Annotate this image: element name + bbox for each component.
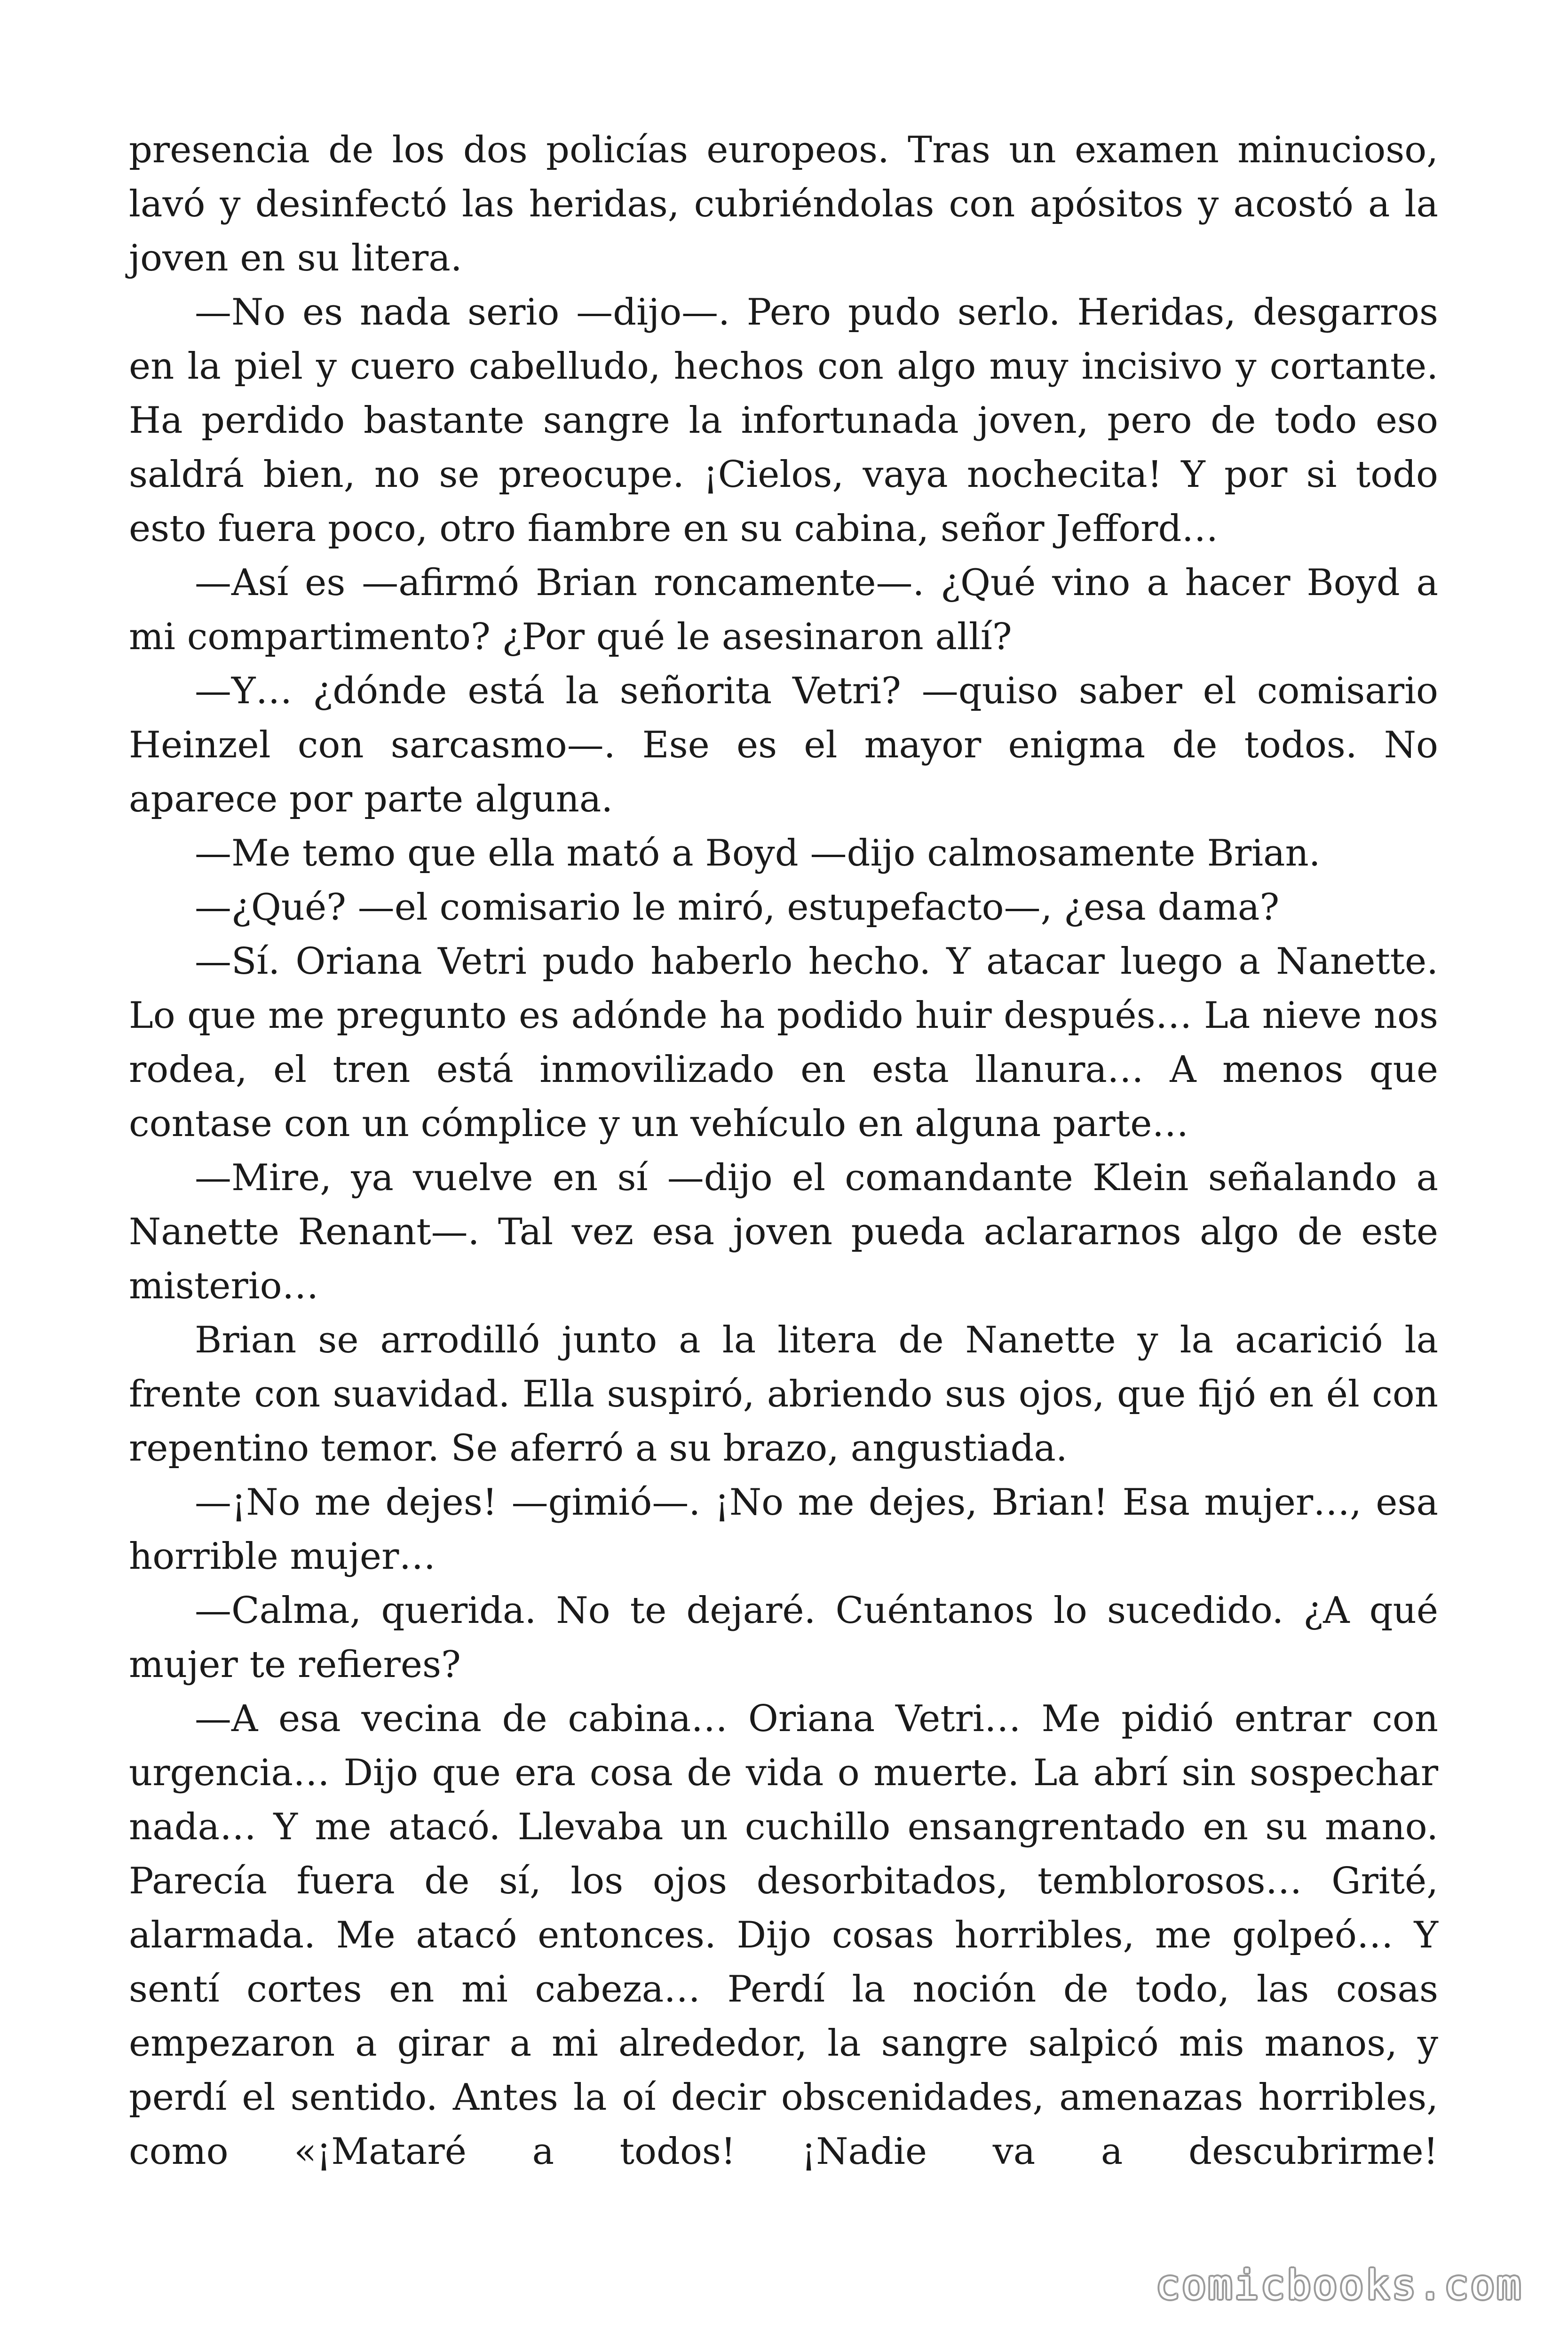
paragraph-7: —Sí. Oriana Vetri pudo haberlo hecho. Y atacar luego a Nanette. Lo que me pregunto es adónde ha podido huir después… La nieve nos rodea, el tren está inmovilizado en esta llanura… A menos que contase con un cómplice y un vehículo en alguna parte… <box>129 940 1438 1145</box>
paragraph-3: —Así es —afirmó Brian roncamente—. ¿Qué vino a hacer Boyd a mi compartimento? ¿Por qué le asesinaron allí? <box>129 562 1438 658</box>
paragraph-9: Brian se arrodilló junto a la litera de Nanette y la acarició la frente con suavidad. Ella suspiró, abriendo sus ojos, que fijó en él con repentino temor. Se aferró a su brazo, angustiada. <box>129 1319 1438 1470</box>
paragraph-5: —Me temo que ella mató a Boyd —dijo calmosamente Brian. <box>195 832 1321 874</box>
paragraph-11: —Calma, querida. No te dejaré. Cuéntanos lo sucedido. ¿A qué mujer te refieres? <box>129 1589 1438 1686</box>
paragraph-4: —Y… ¿dónde está la señorita Vetri? —quiso saber el comisario Heinzel con sarcasmo—. Ese es el mayor enigma de todos. No aparece por parte alguna. <box>129 670 1438 820</box>
body-text <box>129 123 1438 2179</box>
paragraph-12: —A esa vecina de cabina… Oriana Vetri… Me pidió entrar con urgencia… Dijo que era cosa de vida o muerte. La abrí sin sospechar nada… Y me atacó. Llevaba un cuchillo ensangrentado en su mano. Parecía fuera de sí, los ojos desorbitados, temblorosos… Grité, alarmada. Me atacó entonces. Dijo cosas horribles, me golpeó… Y sentí cortes en mi cabeza… Perdí la noción de todo, las cosas empezaron a girar a mi alrededor, la sangre salpicó mis manos, y perdí el sentido. Antes la oí decir obscenidades, amenazas horribles, como «¡Mataré a todos! ¡Nadie va a descubrirme! <box>129 1698 1438 2173</box>
paragraph-6: —¿Qué? —el comisario le miró, estupefacto—, ¿esa dama? <box>195 886 1280 929</box>
site-watermark: comicbooks.com <box>1156 2262 1523 2309</box>
paragraph-8: —Mire, ya vuelve en sí —dijo el comandante Klein señalando a Nanette Renant—. Tal vez esa joven pueda aclararnos algo de este misterio… <box>129 1157 1438 1307</box>
paragraph-10: —¡No me dejes! —gimió—. ¡No me dejes, Brian! Esa mujer…, esa horrible mujer… <box>129 1481 1438 1578</box>
paragraph-2: —No es nada serio —dijo—. Pero pudo serlo. Heridas, desgarros en la piel y cuero cabelludo, hechos con algo muy incisivo y cortante. Ha perdido bastante sangre la infortunada joven, pero de todo eso saldrá bien, no se preocupe. ¡Cielos, vaya nochecita! Y por si todo esto fuera poco, otro fiambre en su cabina, señor Jefford… <box>129 291 1438 550</box>
paragraph-1: presencia de los dos policías europeos. Tras un examen minucioso, lavó y desinfectó las heridas, cubriéndolas con apósitos y acostó a la joven en su litera. <box>129 129 1438 279</box>
